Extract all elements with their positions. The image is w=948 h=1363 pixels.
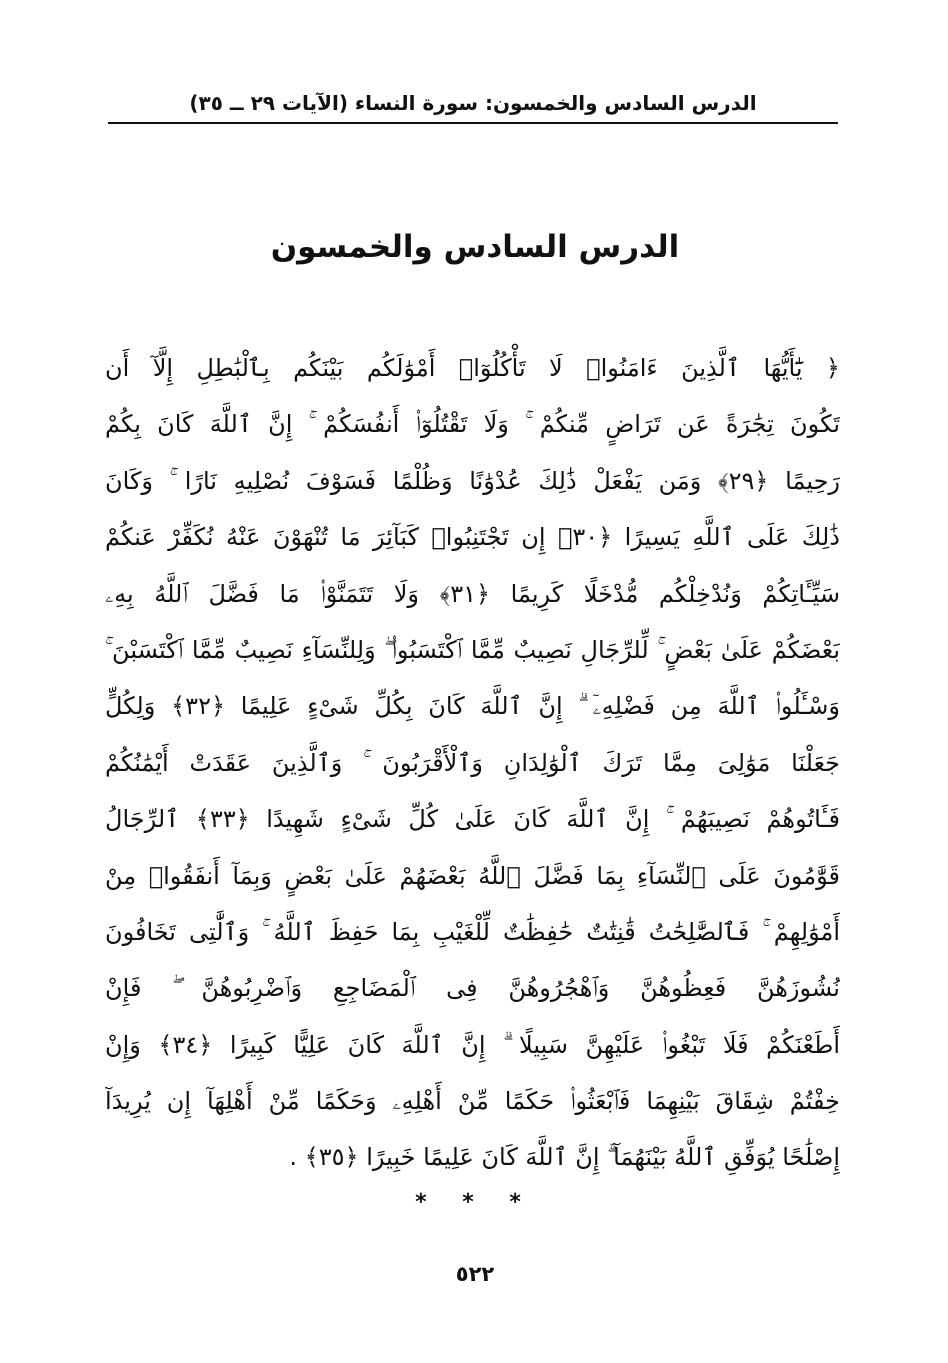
page-number: ٥٢٢ bbox=[455, 1262, 495, 1286]
quran-verses-block bbox=[105, 340, 840, 1186]
verse-line: تَكُونَ تِجَٰرَةً عَن تَرَاضٍ مِّنكُمْ ۚ وَلَا تَقْتُلُوٓا۟ أَنفُسَكُمْ ۚ إِنَّ ٱللَّهَ كَانَ بِكُمْ bbox=[105, 410, 840, 439]
verse-line: أَمْوَٰلِهِمْ ۚ فَٱلصَّٰلِحَٰتُ قَٰنِتَٰتٌ حَٰفِظَٰتٌ لِّلْغَيْبِ بِمَا حَفِظَ ٱللَّهُ ۚ وَٱلَّٰتِى تَخَافُونَ bbox=[105, 917, 840, 946]
verse-line: ﴿ يَٰٓأَيُّهَا ٱلَّذِينَ ءَامَنُوا۟ لَا تَأْكُلُوٓا۟ أَمْوَٰلَكُم بَيْنَكُم بِٱلْبَٰطِلِ إِلَّآ أَن bbox=[105, 354, 840, 382]
verse-line: ذَٰلِكَ عَلَى ٱللَّهِ يَسِيرًا ﴿٣٠﴾ إِن تَجْتَنِبُوا۟ كَبَآئِرَ مَا تُنْهَوْنَ عَنْهُ نُكَفِّرْ عَنكُمْ bbox=[105, 523, 840, 552]
verse-line: خِفْتُمْ شِقَاقَ بَيْنِهِمَا فَٱبْعَثُوا۟ حَكَمًا مِّنْ أَهْلِهِۦ وَحَكَمًا مِّنْ أَهْلِهَآ إِن يُرِيدَآ bbox=[105, 1087, 840, 1116]
header-rule bbox=[108, 122, 838, 124]
lesson-title: الدرس السادس والخمسون bbox=[270, 229, 680, 265]
verse-line: سَيِّـَٔاتِكُمْ وَنُدْخِلْكُم مُّدْخَلًا كَرِيمًا ﴿٣١﴾ وَلَا تَتَمَنَّوْا۟ مَا فَضَّلَ ٱللَّهُ بِهِۦ bbox=[105, 579, 840, 608]
verse-line-last: إِصْلَٰحًا يُوَفِّقِ ٱللَّهُ بَيْنَهُمَآ ۗ إِنَّ ٱللَّهَ كَانَ عَلِيمًا خَبِيرًا ﴿٣٥﴾ . bbox=[289, 1143, 840, 1172]
verse-line: قَوَّٰمُونَ عَلَى ٱلنِّسَآءِ بِمَا فَضَّلَ ٱللَّهُ بَعْضَهُمْ عَلَىٰ بَعْضٍ وَبِمَآ أَنفَقُوا۟ مِنْ bbox=[105, 861, 840, 890]
running-header: الدرس السادس والخمسون: سورة النساء (الآيات ٢٩ ــ ٣٥) bbox=[189, 91, 757, 115]
verse-line: جَعَلْنَا مَوَٰلِىَ مِمَّا تَرَكَ ٱلْوَٰلِدَانِ وَٱلْأَقْرَبُونَ ۚ وَٱلَّذِينَ عَقَدَتْ أَيْمَٰنُكُمْ bbox=[105, 748, 840, 777]
verse-line: نُشُوزَهُنَّ فَعِظُوهُنَّ وَٱهْجُرُوهُنَّ فِى ٱلْمَضَاجِعِ وَٱضْرِبُوهُنَّ ۖ فَإِنْ bbox=[105, 974, 840, 1003]
verse-line: رَحِيمًا ﴿٢٩﴾ وَمَن يَفْعَلْ ذَٰلِكَ عُدْوَٰنًا وَظُلْمًا فَسَوْفَ نُصْلِيهِ نَارًا ۚ وَكَانَ bbox=[105, 466, 840, 495]
section-separator: * * * bbox=[415, 1190, 535, 1215]
verse-line: فَـَٔاتُوهُمْ نَصِيبَهُمْ ۚ إِنَّ ٱللَّهَ كَانَ عَلَىٰ كُلِّ شَىْءٍ شَهِيدًا ﴿٣٣﴾ ٱلرِّجَالُ bbox=[105, 805, 840, 834]
verse-line: أَطَعْنَكُمْ فَلَا تَبْغُوا۟ عَلَيْهِنَّ سَبِيلًا ۗ إِنَّ ٱللَّهَ كَانَ عَلِيًّا كَبِيرًا ﴿٣٤﴾ وَإِنْ bbox=[105, 1030, 840, 1059]
verse-line: بَعْضَكُمْ عَلَىٰ بَعْضٍ ۚ لِّلرِّجَالِ نَصِيبٌ مِّمَّا ٱكْتَسَبُوا۟ ۖ وَلِلنِّسَآءِ نَصِيبٌ مِّمَّا ٱكْتَسَبْنَ ۚ bbox=[105, 635, 840, 664]
verse-line: وَسْـَٔلُوا۟ ٱللَّهَ مِن فَضْلِهِۦٓ ۗ إِنَّ ٱللَّهَ كَانَ بِكُلِّ شَىْءٍ عَلِيمًا ﴿٣٢﴾ وَلِكُلٍّ bbox=[105, 692, 840, 721]
